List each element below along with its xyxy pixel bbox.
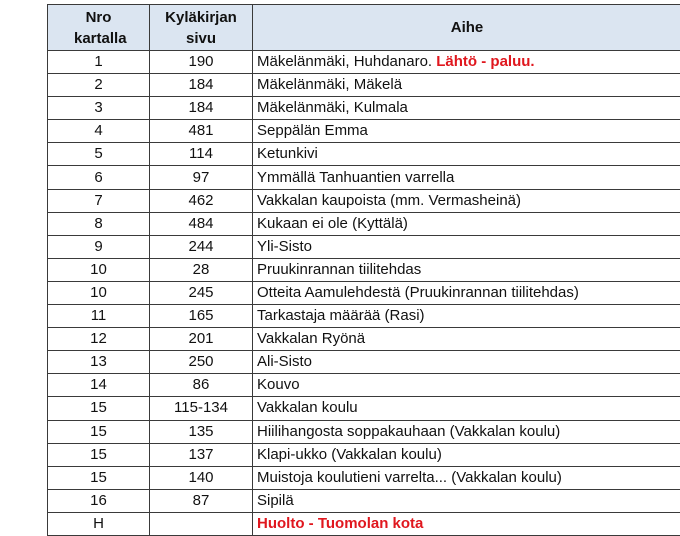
cell-sivu: 190 <box>150 51 253 74</box>
aihe-text: Seppälän Emma <box>257 122 368 139</box>
table-row <box>48 328 680 351</box>
table-body <box>48 51 680 536</box>
cell-sivu: 135 <box>150 420 253 443</box>
cell-aihe <box>253 120 680 143</box>
aihe-text: Muistoja koulutieni varrelta... (Vakkalan koulu) <box>257 469 562 486</box>
table-row <box>48 143 680 166</box>
cell-sivu: 184 <box>150 74 253 97</box>
aihe-text: Tarkastaja määrää (Rasi) <box>257 307 425 324</box>
cell-nro: 8 <box>48 212 150 235</box>
cell-nro: 6 <box>48 166 150 189</box>
aihe-text: Mäkelänmäki, Kulmala <box>257 99 408 116</box>
aihe-text: Kouvo <box>257 376 300 393</box>
table-row <box>48 420 680 443</box>
cell-nro: 15 <box>48 420 150 443</box>
highlight-text: Lähtö - paluu. <box>436 53 534 70</box>
table-row <box>48 397 680 420</box>
table-row <box>48 512 680 535</box>
cell-nro: 7 <box>48 189 150 212</box>
cell-sivu: 97 <box>150 166 253 189</box>
header-aihe: Aihe <box>253 5 680 51</box>
cell-nro: H <box>48 512 150 535</box>
header-row <box>48 5 680 51</box>
table-row <box>48 212 680 235</box>
table-row <box>48 51 680 74</box>
cell-nro: 13 <box>48 351 150 374</box>
cell-aihe <box>253 328 680 351</box>
cell-nro: 9 <box>48 235 150 258</box>
cell-nro: 16 <box>48 489 150 512</box>
cell-sivu: 28 <box>150 258 253 281</box>
aihe-text: Pruukinrannan tiilitehdas <box>257 261 421 278</box>
cell-aihe <box>253 258 680 281</box>
cell-sivu: 244 <box>150 235 253 258</box>
cell-nro: 4 <box>48 120 150 143</box>
cell-sivu: 250 <box>150 351 253 374</box>
cell-aihe <box>253 489 680 512</box>
cell-aihe <box>253 281 680 304</box>
cell-nro: 15 <box>48 397 150 420</box>
aihe-text: Mäkelänmäki, Huhdanaro. <box>257 53 432 70</box>
aihe-text: Kukaan ei ole (Kyttälä) <box>257 215 408 232</box>
cell-nro: 2 <box>48 74 150 97</box>
cell-nro: 15 <box>48 466 150 489</box>
table-row <box>48 489 680 512</box>
table-row <box>48 97 680 120</box>
aihe-text: Vakkalan koulu <box>257 399 358 416</box>
table-row <box>48 281 680 304</box>
cell-sivu: 140 <box>150 466 253 489</box>
aihe-text: Vakkalan Ryönä <box>257 330 365 347</box>
table-row <box>48 374 680 397</box>
highlight-text: Huolto - Tuomolan kota <box>257 515 423 532</box>
header-sivu: Kyläkirjan sivu <box>150 5 253 51</box>
cell-aihe <box>253 212 680 235</box>
table-row <box>48 258 680 281</box>
table-row <box>48 120 680 143</box>
cell-nro: 3 <box>48 97 150 120</box>
cell-sivu: 87 <box>150 489 253 512</box>
cell-sivu: 86 <box>150 374 253 397</box>
table-row <box>48 351 680 374</box>
cell-nro: 10 <box>48 258 150 281</box>
cell-sivu: 201 <box>150 328 253 351</box>
cell-aihe <box>253 143 680 166</box>
cell-aihe <box>253 189 680 212</box>
cell-aihe <box>253 443 680 466</box>
cell-nro: 14 <box>48 374 150 397</box>
cell-sivu: 165 <box>150 305 253 328</box>
table-row <box>48 235 680 258</box>
header-nro: Nro kartalla <box>48 5 150 51</box>
cell-nro: 15 <box>48 443 150 466</box>
cell-sivu: 462 <box>150 189 253 212</box>
cell-nro: 5 <box>48 143 150 166</box>
cell-sivu: 137 <box>150 443 253 466</box>
cell-aihe <box>253 420 680 443</box>
aihe-text: Hiilihangosta soppakauhaan (Vakkalan koulu) <box>257 423 560 440</box>
cell-aihe <box>253 74 680 97</box>
table-row <box>48 189 680 212</box>
cell-sivu: 184 <box>150 97 253 120</box>
cell-aihe <box>253 466 680 489</box>
table-row <box>48 466 680 489</box>
cell-sivu: 245 <box>150 281 253 304</box>
aihe-text: Mäkelänmäki, Mäkelä <box>257 76 402 93</box>
cell-aihe <box>253 97 680 120</box>
cell-sivu: 115-134 <box>150 397 253 420</box>
cell-aihe <box>253 374 680 397</box>
table-row <box>48 74 680 97</box>
cell-sivu: 484 <box>150 212 253 235</box>
cell-aihe <box>253 166 680 189</box>
aihe-text: Otteita Aamulehdestä (Pruukinrannan tiilitehdas) <box>257 284 579 301</box>
aihe-text: Klapi-ukko (Vakkalan koulu) <box>257 446 442 463</box>
table-row <box>48 443 680 466</box>
cell-aihe <box>253 397 680 420</box>
table-row <box>48 166 680 189</box>
aihe-text: Ali-Sisto <box>257 353 312 370</box>
cell-sivu <box>150 512 253 535</box>
table-header <box>48 5 680 51</box>
cell-aihe <box>253 351 680 374</box>
cell-aihe <box>253 51 680 74</box>
aihe-text: Ketunkivi <box>257 145 318 162</box>
cell-nro: 11 <box>48 305 150 328</box>
cell-nro: 1 <box>48 51 150 74</box>
cell-nro: 12 <box>48 328 150 351</box>
cell-aihe <box>253 235 680 258</box>
aihe-text: Yli-Sisto <box>257 238 312 255</box>
aihe-text: Sipilä <box>257 492 294 509</box>
aihe-text: Ymmällä Tanhuantien varrella <box>257 169 454 186</box>
cell-aihe <box>253 512 680 535</box>
cell-aihe <box>253 305 680 328</box>
cell-sivu: 114 <box>150 143 253 166</box>
cell-sivu: 481 <box>150 120 253 143</box>
route-table <box>47 4 680 536</box>
cell-nro: 10 <box>48 281 150 304</box>
table-row <box>48 305 680 328</box>
aihe-text: Vakkalan kaupoista (mm. Vermasheinä) <box>257 192 521 209</box>
